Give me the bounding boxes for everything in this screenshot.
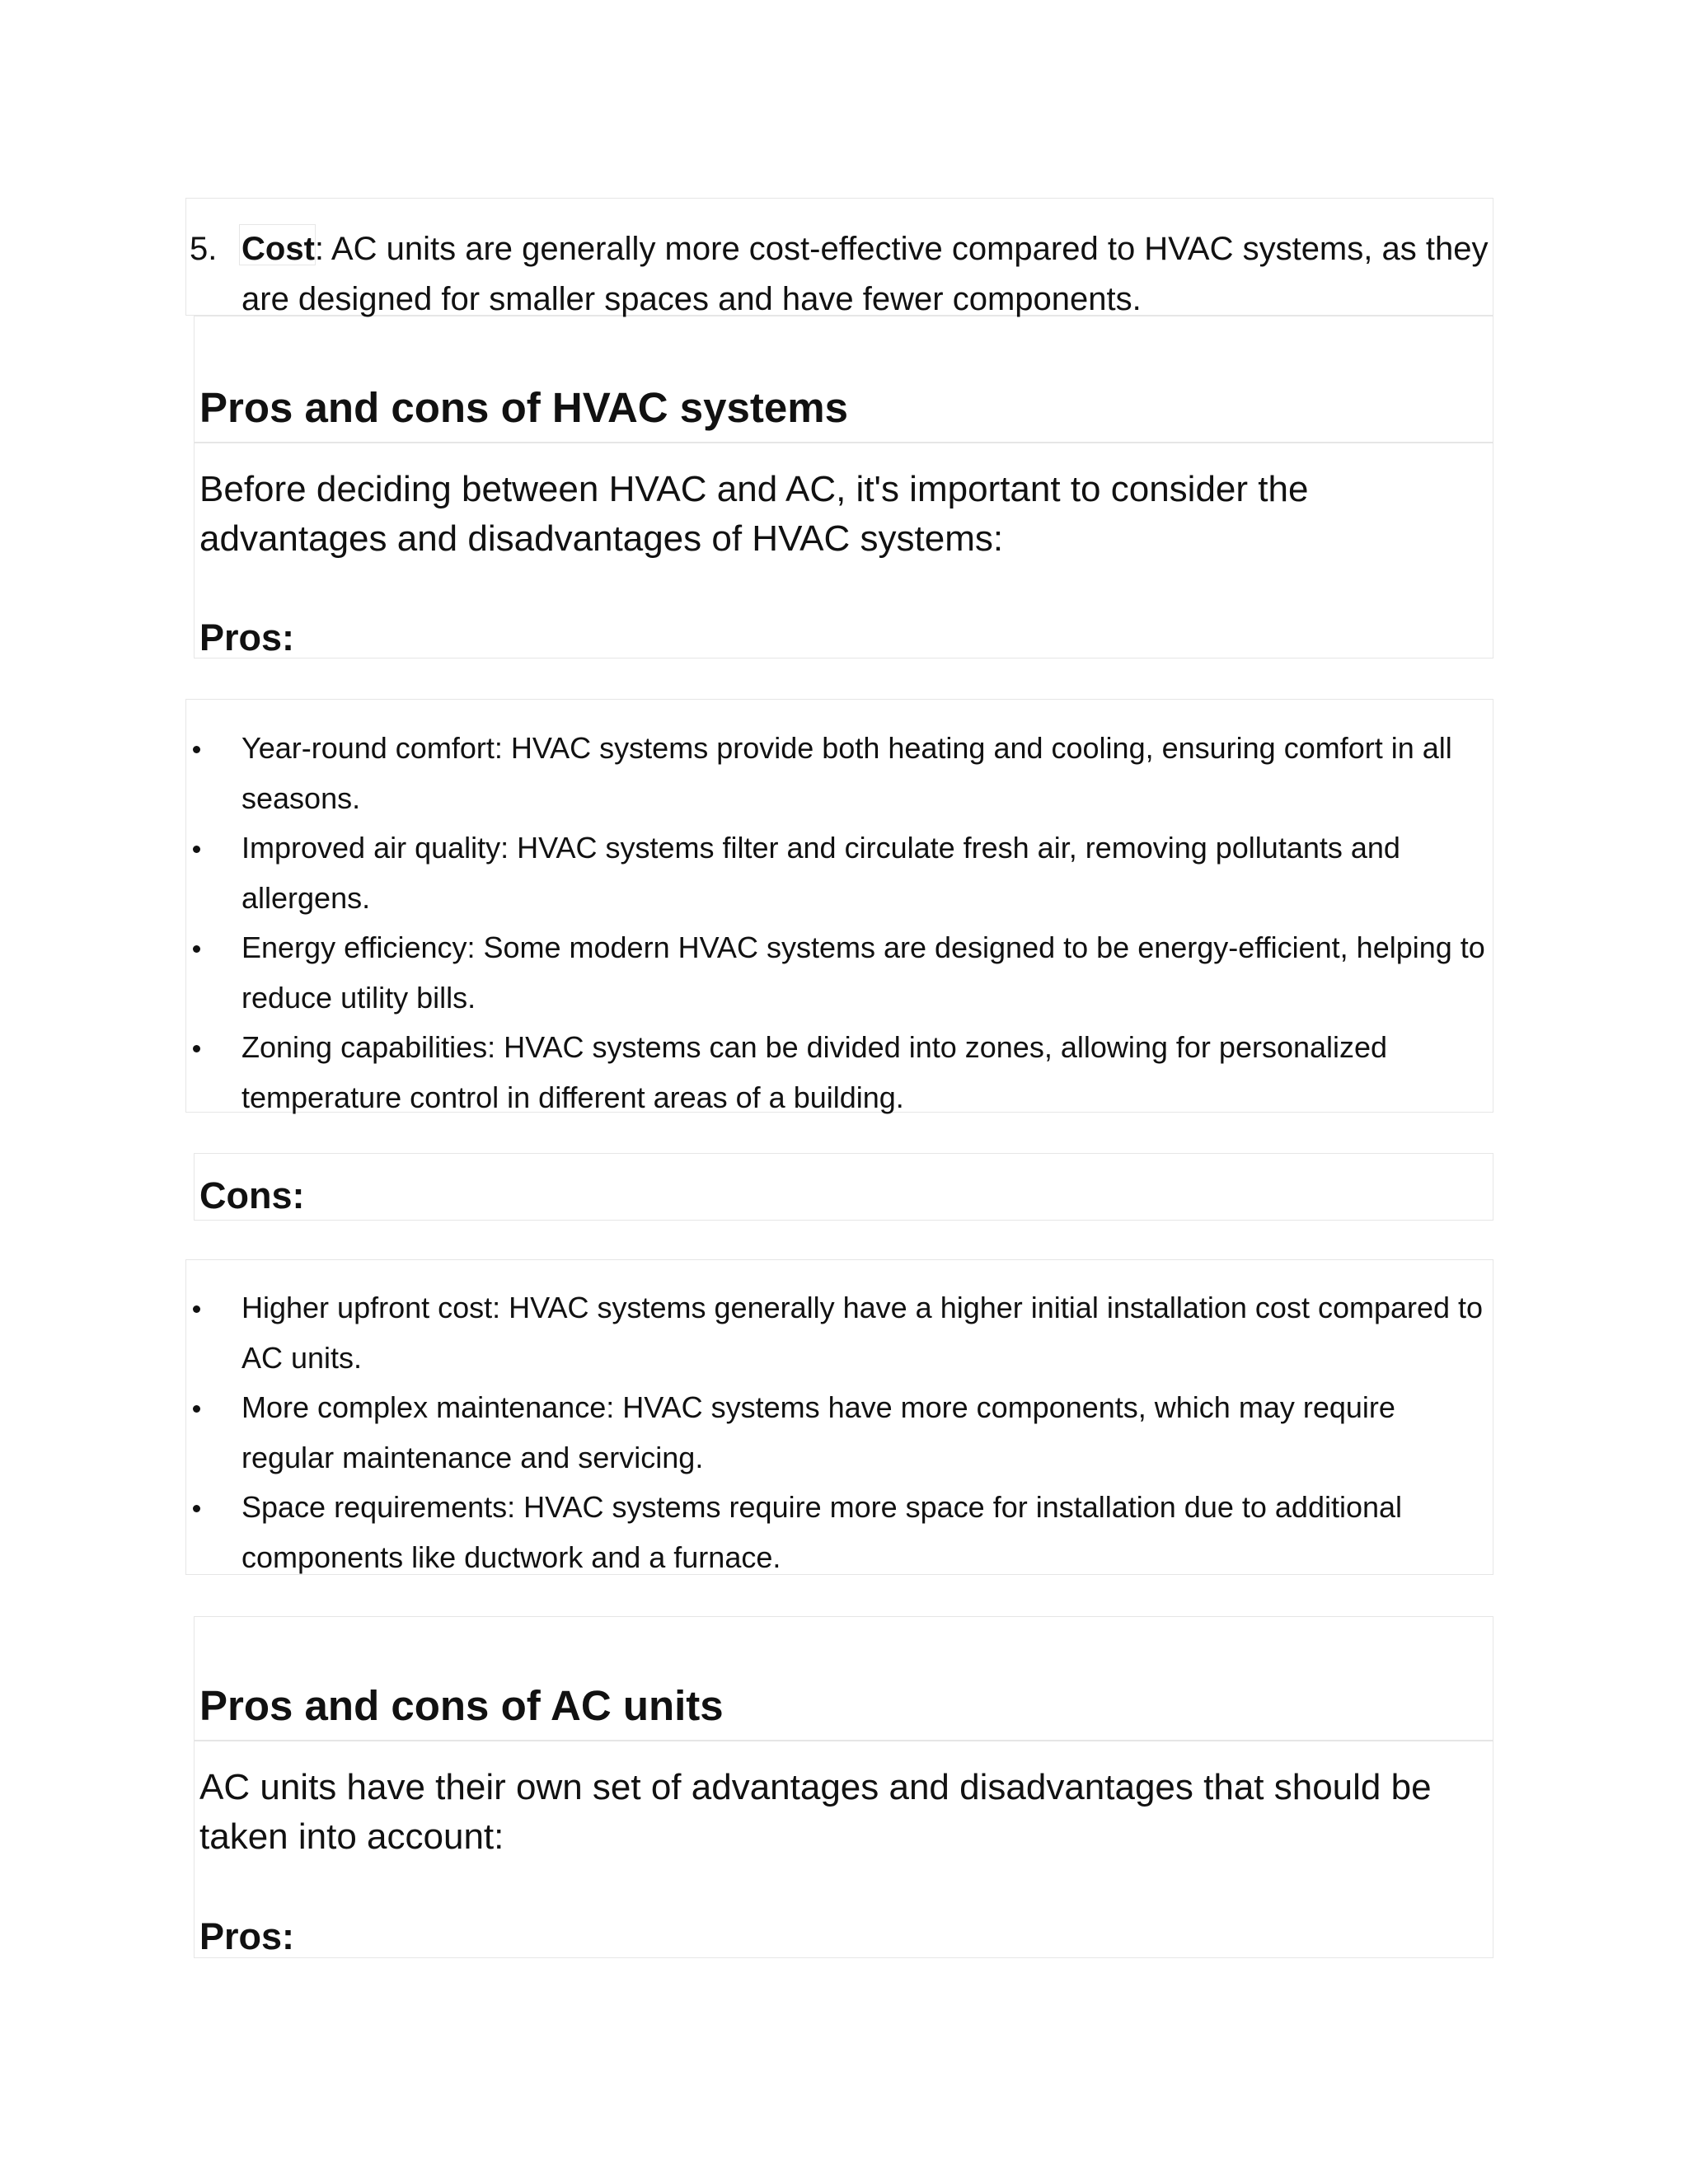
list-item-text: More complex maintenance: HVAC systems have more components, which may require regular maintenance and servicing. xyxy=(241,1390,1395,1474)
list-item-text: Space requirements: HVAC systems require more space for installation due to additional components like ductwork and a furnace. xyxy=(241,1490,1403,1574)
list-item xyxy=(191,724,1493,823)
hvac-cons-list xyxy=(191,1283,1493,1582)
bullet-icon xyxy=(193,746,200,753)
hvac-pros-heading: Pros: xyxy=(199,616,295,658)
bullet-icon xyxy=(193,1405,200,1413)
list-item-text: Improved air quality: HVAC systems filter and circulate fresh air, removing pollutants and allergens. xyxy=(241,831,1400,915)
list-item-text: : AC units are generally more cost-effective compared to HVAC systems, as they are designed for smaller spaces and have fewer components. xyxy=(241,231,1489,317)
list-item-text: Zoning capabilities: HVAC systems can be divided into zones, allowing for personalized temperature control in different areas of a building. xyxy=(241,1030,1388,1114)
ac-section-intro: AC units have their own set of advantages and disadvantages that should be taken into account: xyxy=(199,1767,1432,1857)
list-number: 5. xyxy=(190,231,218,267)
bullet-icon xyxy=(193,1505,200,1512)
list-item xyxy=(191,923,1493,1023)
hvac-cons-heading-frame xyxy=(194,1153,1493,1221)
list-item-text: Energy efficiency: Some modern HVAC systems are designed to be energy-efficient, helping to reduce utility bills. xyxy=(241,930,1485,1015)
list-item-text: Year-round comfort: HVAC systems provide both heating and cooling, ensuring comfort in all seasons. xyxy=(241,731,1452,815)
hvac-pros-list xyxy=(191,724,1493,1122)
list-item xyxy=(191,1283,1493,1383)
list-item-text: Higher upfront cost: HVAC systems generally have a higher initial installation cost compared to AC units. xyxy=(241,1291,1484,1375)
hvac-section-heading: Pros and cons of HVAC systems xyxy=(199,384,848,431)
hvac-cons-heading: Cons: xyxy=(199,1174,305,1216)
bullet-icon xyxy=(193,846,200,853)
list-item xyxy=(191,1023,1493,1122)
list-item-body xyxy=(241,224,1527,325)
list-item xyxy=(191,1483,1493,1582)
bullet-icon xyxy=(193,1305,200,1313)
hvac-section-intro: Before deciding between HVAC and AC, it's important to consider the advantages and disadvantages of HVAC systems: xyxy=(199,469,1309,559)
list-item-term: Cost xyxy=(241,231,315,267)
ac-section-heading: Pros and cons of AC units xyxy=(199,1682,724,1729)
bullet-icon xyxy=(193,1045,200,1052)
list-item xyxy=(191,1383,1493,1483)
bullet-icon xyxy=(193,945,200,953)
ac-pros-heading: Pros: xyxy=(199,1915,295,1957)
list-item xyxy=(191,823,1493,923)
